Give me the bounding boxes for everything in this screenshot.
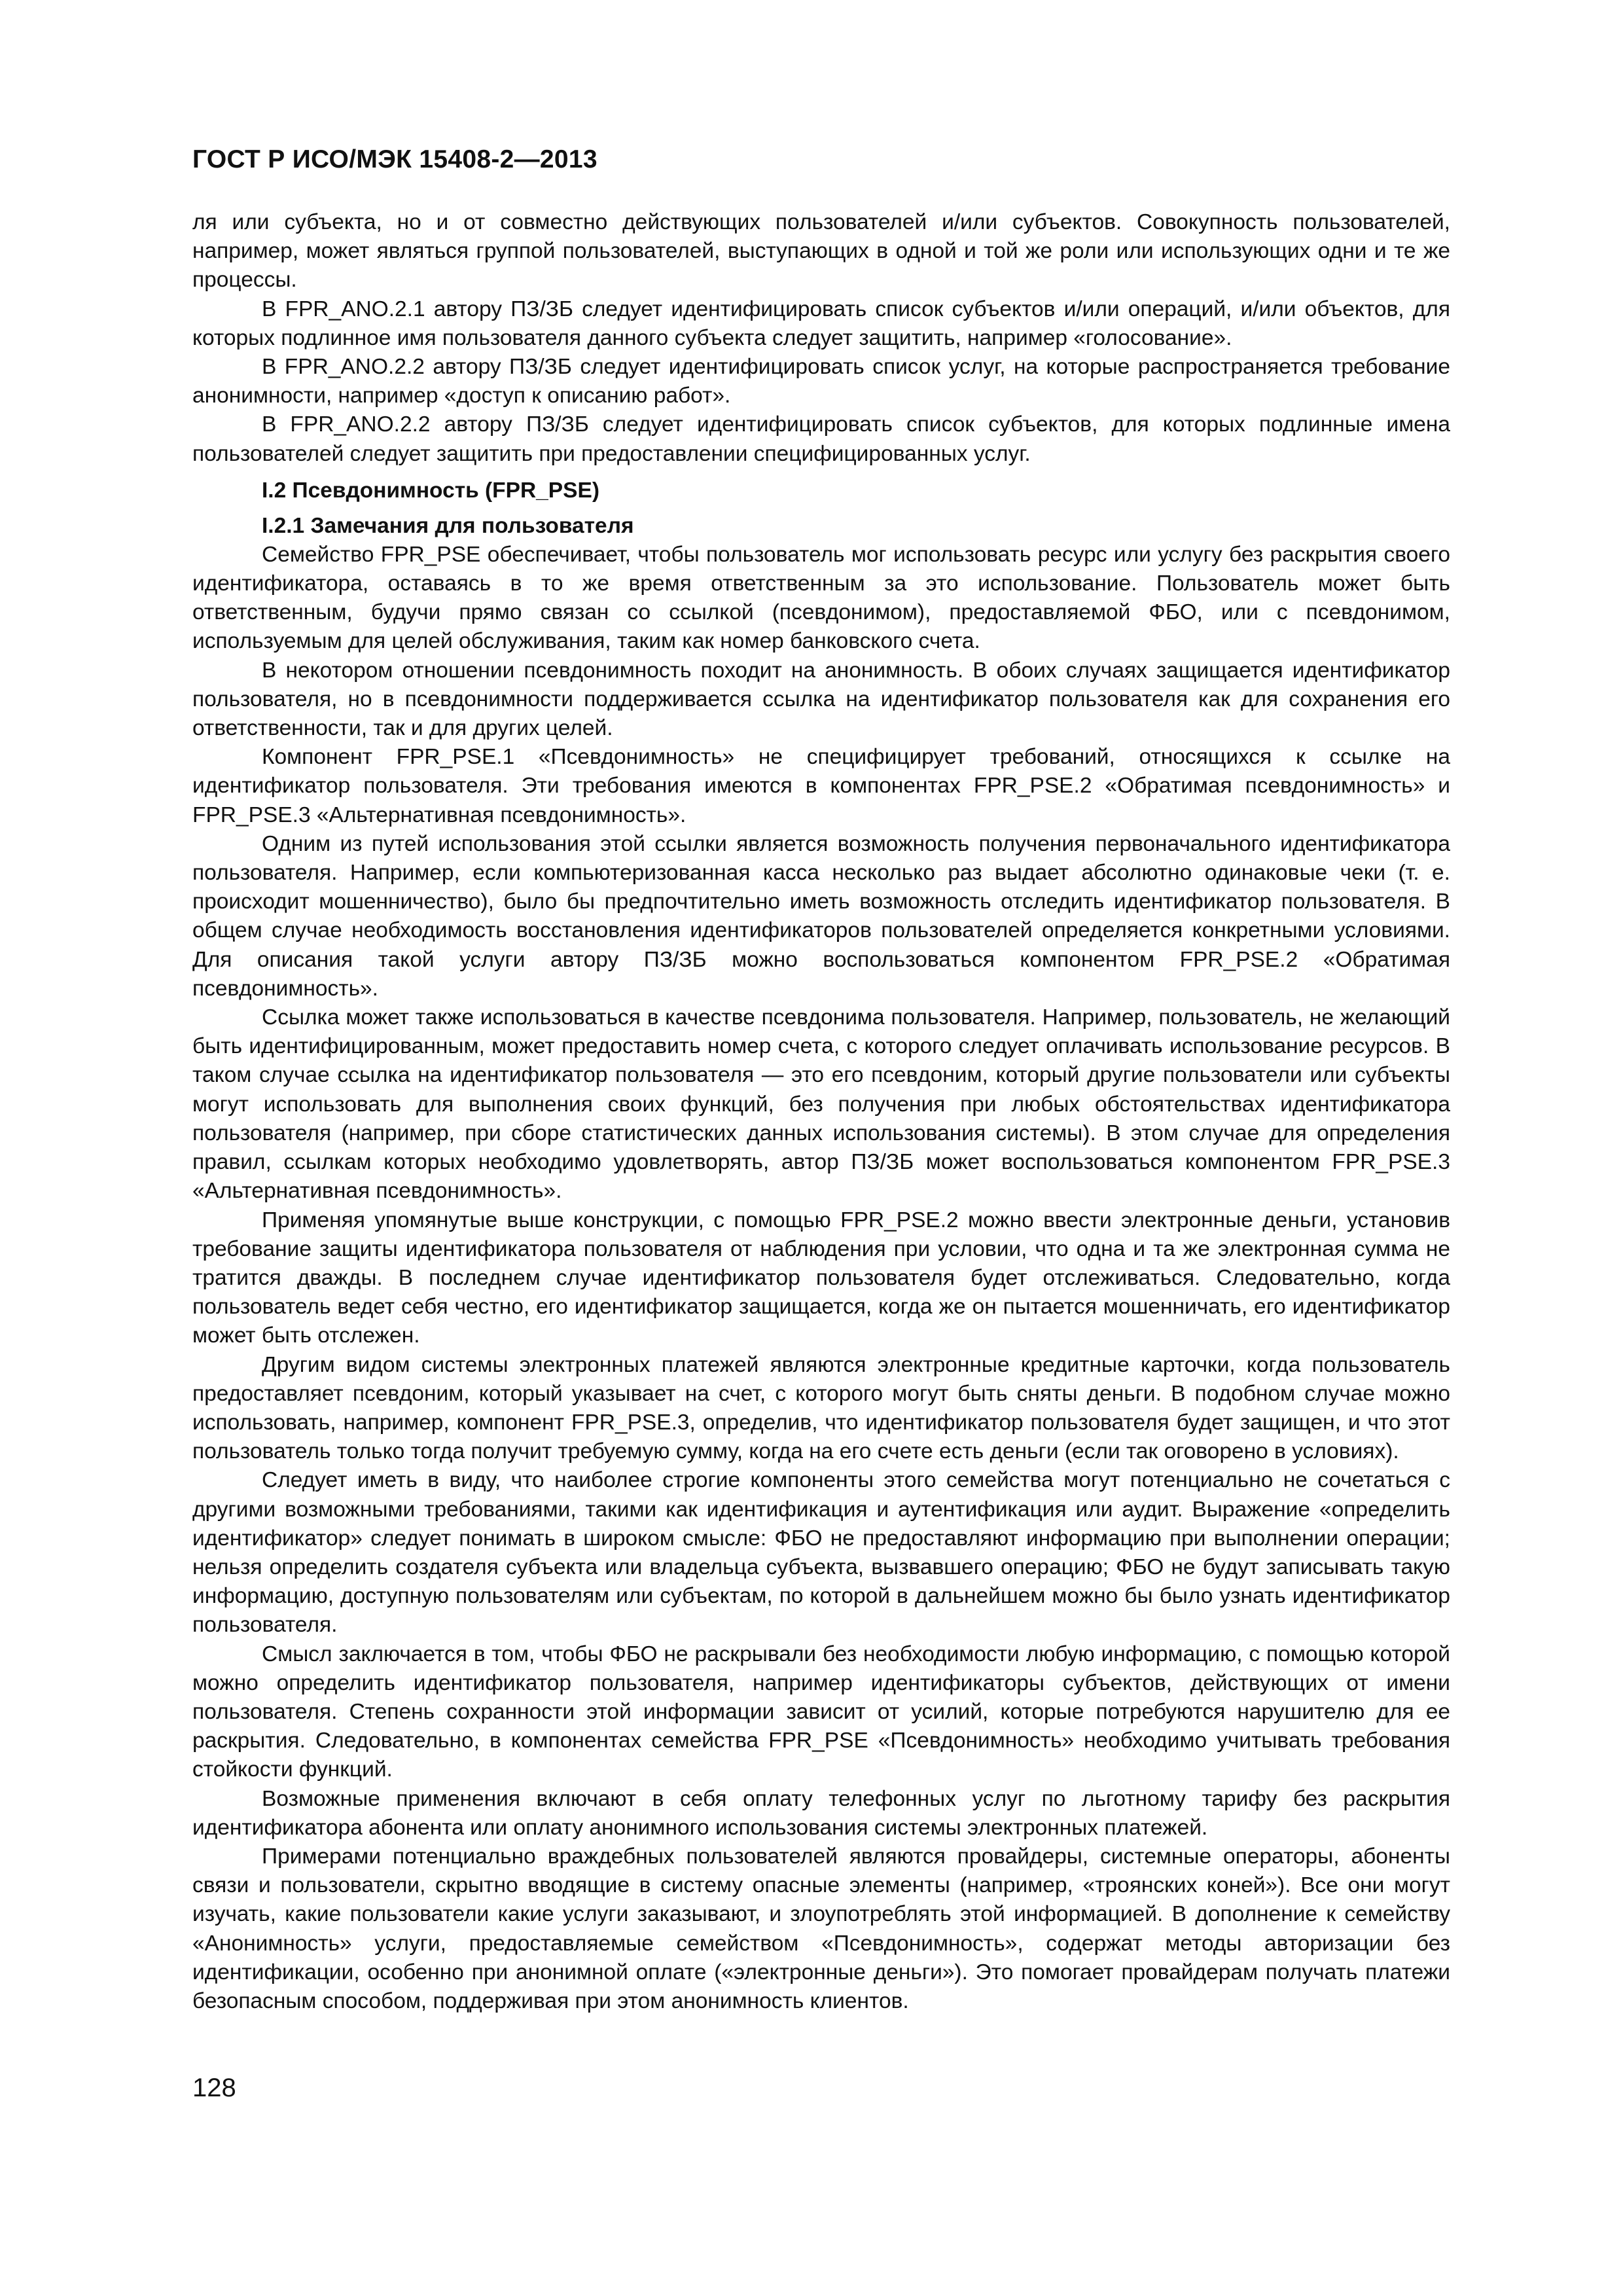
paragraph: В некотором отношении псевдонимность походит на анонимность. В обоих случаях защищается идентификатор пользователя, но в псевдонимности поддерживается ссылка на идентификатор пользователя как для сохранения его ответственности, так и для других целей.: [192, 658, 1450, 741]
section-heading: I.2 Псевдонимность (FPR_PSE): [262, 478, 599, 503]
paragraph: Примерами потенциально враждебных пользователей являются провайдеры, системные операторы, абоненты связи и пользователи, скрытно вводящие в систему опасные элементы (например, «троянских коней»). Все они могут изучать, какие пользователи какие услуги заказывают, и злоупотреблять этой информацией. В дополнение к семейству «Анонимность» услуги, предоставляемые семейством «Псевдонимность», содержат методы авторизации без идентификации, особенно при анонимной оплате («электронные деньги»). Это помогает провайдерам получать платежи безопасным способом, поддерживая при этом анонимность клиентов.: [192, 1844, 1450, 2013]
paragraph: В FPR_ANO.2.1 автору ПЗ/ЗБ следует идентифицировать список субъектов и/или операций, и/или объектов, для которых подлинное имя пользователя данного субъекта следует защитить, например «голосование».: [192, 296, 1450, 350]
paragraph: ля или субъекта, но и от совместно действующих пользователей и/или субъектов. Совокупность пользователей, например, может являться группой пользователей, выступающих в одной и той же роли или использующих одни и те же процессы.: [192, 210, 1450, 293]
document-header-title: ГОСТ Р ИСО/МЭК 15408-2—2013: [192, 145, 597, 173]
paragraph: Ссылка может также использоваться в качестве псевдонима пользователя. Например, пользователь, не желающий быть идентифицированным, может предоставить номер счета, с которого следует оплачивать использование ресурсов. В таком случае ссылка на идентификатор пользователя — это его псевдоним, который другие пользователи или субъекты могут использовать для выполнения своих функций, без получения при любых обстоятельствах идентификатора пользователя (например, при сборе статистических данных использования системы). В этом случае для определения правил, ссылкам которых необходимо удовлетворять, автор ПЗ/ЗБ может воспользоваться компонентом FPR_PSE.3 «Альтернативная псевдонимность».: [192, 1005, 1450, 1204]
paragraph: Семейство FPR_PSE обеспечивает, чтобы пользователь мог использовать ресурс или услугу без раскрытия своего идентификатора, оставаясь в то же время ответственным за это использование. Пользователь может быть ответственным, будучи прямо связан со ссылкой (псевдонимом), предоставляемой ФБО, или с псевдонимом, используемым для целей обслуживания, таким как номер банковского счета.: [192, 542, 1450, 654]
paragraph: Применяя упомянутые выше конструкции, с помощью FPR_PSE.2 можно ввести электронные деньги, установив требование защиты идентификатора пользователя от наблюдения при условии, что одна и та же электронная сумма не тратится дважды. В последнем случае идентификатор пользователя будет отслеживаться. Следовательно, когда пользователь ведет себя честно, его идентификатор защищается, когда же он пытается мошенничать, его идентификатор может быть отслежен.: [192, 1208, 1450, 1348]
paragraph: Возможные применения включают в себя оплату телефонных услуг по льготному тарифу без раскрытия идентификатора абонента или оплату анонимного использования системы электронных платежей.: [192, 1786, 1450, 1840]
paragraph: В FPR_ANO.2.2 автору ПЗ/ЗБ следует идентифицировать список услуг, на которые распространяется требование анонимности, например «доступ к описанию работ».: [192, 355, 1450, 408]
paragraph: В FPR_ANO.2.2 автору ПЗ/ЗБ следует идентифицировать список субъектов, для которых подлинные имена пользователей следует защитить при предоставлении специфицированных услуг.: [192, 412, 1450, 466]
paragraph: Другим видом системы электронных платежей являются электронные кредитные карточки, когда пользователь предоставляет псевдоним, который указывает на счет, с которого могут быть сняты деньги. В подобном случае можно использовать, например, компонент FPR_PSE.3, определив, что идентификатор пользователя будет защищен, и что этот пользователь только тогда получит требуемую сумму, когда на его счете есть деньги (если так оговорено в условиях).: [192, 1352, 1450, 1464]
paragraph: Смысл заключается в том, чтобы ФБО не раскрывали без необходимости любую информацию, с помощью которой можно определить идентификатор пользователя, например идентификаторы субъектов, действующих от имени пользователя. Степень сохранности этой информации зависит от усилий, которые потребуются нарушителю для ее раскрытия. Следовательно, в компонентах семейства FPR_PSE «Псевдонимность» необходимо учитывать требования стойкости функций.: [192, 1641, 1450, 1782]
paragraph: Одним из путей использования этой ссылки является возможность получения первоначального идентификатора пользователя. Например, если компьютеризованная касса несколько раз выдает абсолютно одинаковые чеки (т. е. происходит мошенничество), было бы предпочтительно иметь возможность отследить идентификатор пользователя. В общем случае необходимость восстановления идентификаторов пользователей определяется конкретными условиями. Для описания такой услуги автору ПЗ/ЗБ можно воспользоваться компонентом FPR_PSE.2 «Обратимая псевдонимность».: [192, 831, 1450, 1001]
page-number: 128: [192, 2073, 236, 2102]
document-body: [192, 208, 1450, 2016]
subsection-heading: I.2.1 Замечания для пользователя: [262, 513, 634, 538]
paragraph: Следует иметь в виду, что наиболее строгие компоненты этого семейства могут потенциально не сочетаться с другими возможными требованиями, такими как идентификация и аутентификация или аудит. Выражение «определить идентификатор» следует понимать в широком смысле: ФБО не предоставляют информацию при выполнении операции; нельзя определить создателя субъекта или владельца субъекта, вызвавшего операцию; ФБО не будут записывать такую информацию, доступную пользователям или субъектам, по которой в дальнейшем можно бы было узнать идентификатор пользователя.: [192, 1468, 1450, 1638]
paragraph: Компонент FPR_PSE.1 «Псевдонимность» не специфицирует требований, относящихся к ссылке на идентификатор пользователя. Эти требования имеются в компонентах FPR_PSE.2 «Обратимая псевдонимность» и FPR_PSE.3 «Альтернативная псевдонимность».: [192, 745, 1450, 827]
